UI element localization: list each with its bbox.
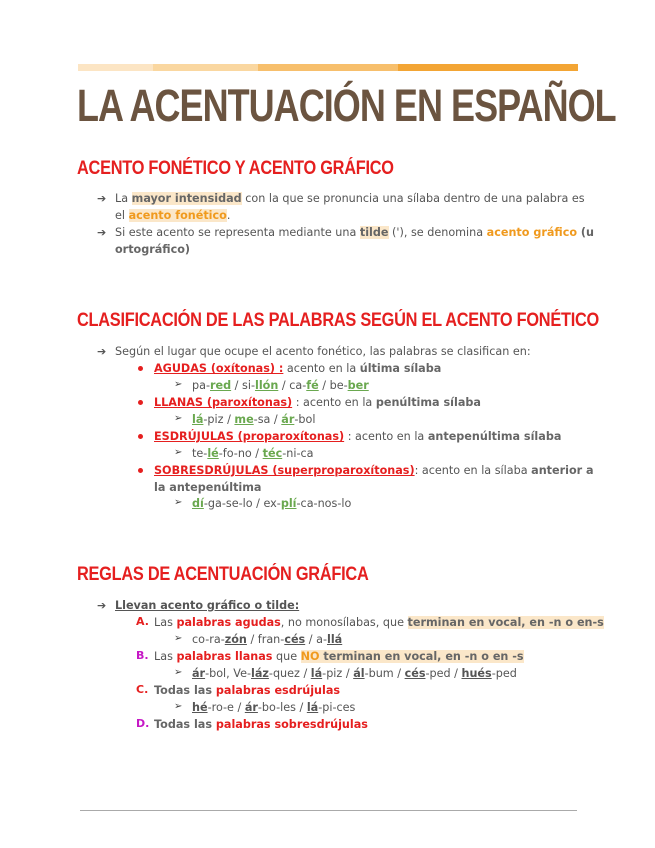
section-heading-clasificacion: CLASIFICACIÓN DE LAS PALABRAS SEGÚN EL ACENTO FONÉTICO [77, 310, 599, 331]
sub-arrow-icon: ➢ [174, 633, 183, 644]
agudas-item: AGUDAS (oxítonas) : acento en la última sílaba [154, 362, 442, 375]
reglas-intro: Llevan acento gráfico o tilde: [115, 599, 300, 612]
bar-segment-1 [78, 64, 153, 71]
bar-segment-3 [258, 64, 398, 71]
paragraph-1-line-2: el acento fonético. [115, 209, 231, 222]
regla-a: Las palabras agudas, no monosílabas, que terminan en vocal, en -n o en-s [154, 616, 604, 629]
agudas-examples: pa-red / si-llón / ca-fé / be-ber [192, 379, 369, 392]
page-title: LA ACENTUACIÓN EN ESPAÑOL [77, 80, 616, 131]
paragraph-2-line-1: Si este acento se representa mediante una tilde ('), se denomina acento gráfico (u [115, 226, 595, 239]
bar-segment-4 [398, 64, 578, 71]
sub-arrow-icon: ➢ [174, 701, 183, 712]
llanas-examples: lá-piz / me-sa / ár-bol [192, 413, 316, 426]
footer-divider [80, 810, 577, 811]
section-heading-reglas: REGLAS DE ACENTUACIÓN GRÁFICA [77, 564, 369, 585]
bullet-dot-icon [138, 468, 143, 473]
list-letter-a: A. [136, 615, 149, 628]
paragraph-2-line-2: ortográfico) [115, 243, 191, 256]
regla-d: Todas las palabras sobresdrújulas [154, 718, 368, 731]
arrow-bullet-icon: ➔ [97, 599, 107, 612]
sub-arrow-icon: ➢ [174, 497, 183, 508]
list-letter-d: D. [136, 717, 150, 730]
arrow-bullet-icon: ➔ [97, 345, 107, 358]
regla-c-examples: hé-ro-e / ár-bo-les / lá-pi-ces [192, 701, 356, 714]
sobresdrujulas-item: SOBRESDRÚJULAS (superproparoxítonas): acento en la sílaba anterior a [154, 464, 594, 477]
sobresdrujulas-examples: dí-ga-se-lo / ex-plí-ca-nos-lo [192, 497, 352, 510]
sub-arrow-icon: ➢ [174, 413, 183, 424]
paragraph-1-line-1: La mayor intensidad con la que se pronuncia una sílaba dentro de una palabra es [115, 192, 585, 205]
list-letter-c: C. [136, 683, 149, 696]
sobresdrujulas-item-line-2: la antepenúltima [154, 481, 262, 494]
llanas-item: LLANAS (paroxítonas) : acento en la penúltima sílaba [154, 396, 481, 409]
regla-c: Todas las palabras esdrújulas [154, 684, 341, 697]
arrow-bullet-icon: ➔ [97, 192, 107, 205]
section-heading-acento: ACENTO FONÉTICO Y ACENTO GRÁFICO [77, 158, 394, 179]
regla-a-examples: co-ra-zón / fran-cés / a-llá [192, 633, 343, 646]
arrow-bullet-icon: ➔ [97, 226, 107, 239]
sub-arrow-icon: ➢ [174, 447, 183, 458]
clasificacion-intro: Según el lugar que ocupe el acento fonético, las palabras se clasifican en: [115, 345, 531, 358]
sub-arrow-icon: ➢ [174, 667, 183, 678]
regla-b-examples: ár-bol, Ve-láz-quez / lá-piz / ál-bum / cés-ped / hués-ped [192, 667, 517, 680]
top-decorative-bar [78, 64, 578, 71]
sub-arrow-icon: ➢ [174, 379, 183, 390]
bullet-dot-icon [138, 366, 143, 371]
bullet-dot-icon [138, 434, 143, 439]
esdrujulas-item: ESDRÚJULAS (proparoxítonas) : acento en la antepenúltima sílaba [154, 430, 562, 443]
list-letter-b: B. [136, 649, 149, 662]
bar-segment-2 [153, 64, 258, 71]
regla-b: Las palabras llanas que NO terminan en vocal, en -n o en -s [154, 650, 524, 663]
bullet-dot-icon [138, 400, 143, 405]
esdrujulas-examples: te-lé-fo-no / téc-ni-ca [192, 447, 314, 460]
